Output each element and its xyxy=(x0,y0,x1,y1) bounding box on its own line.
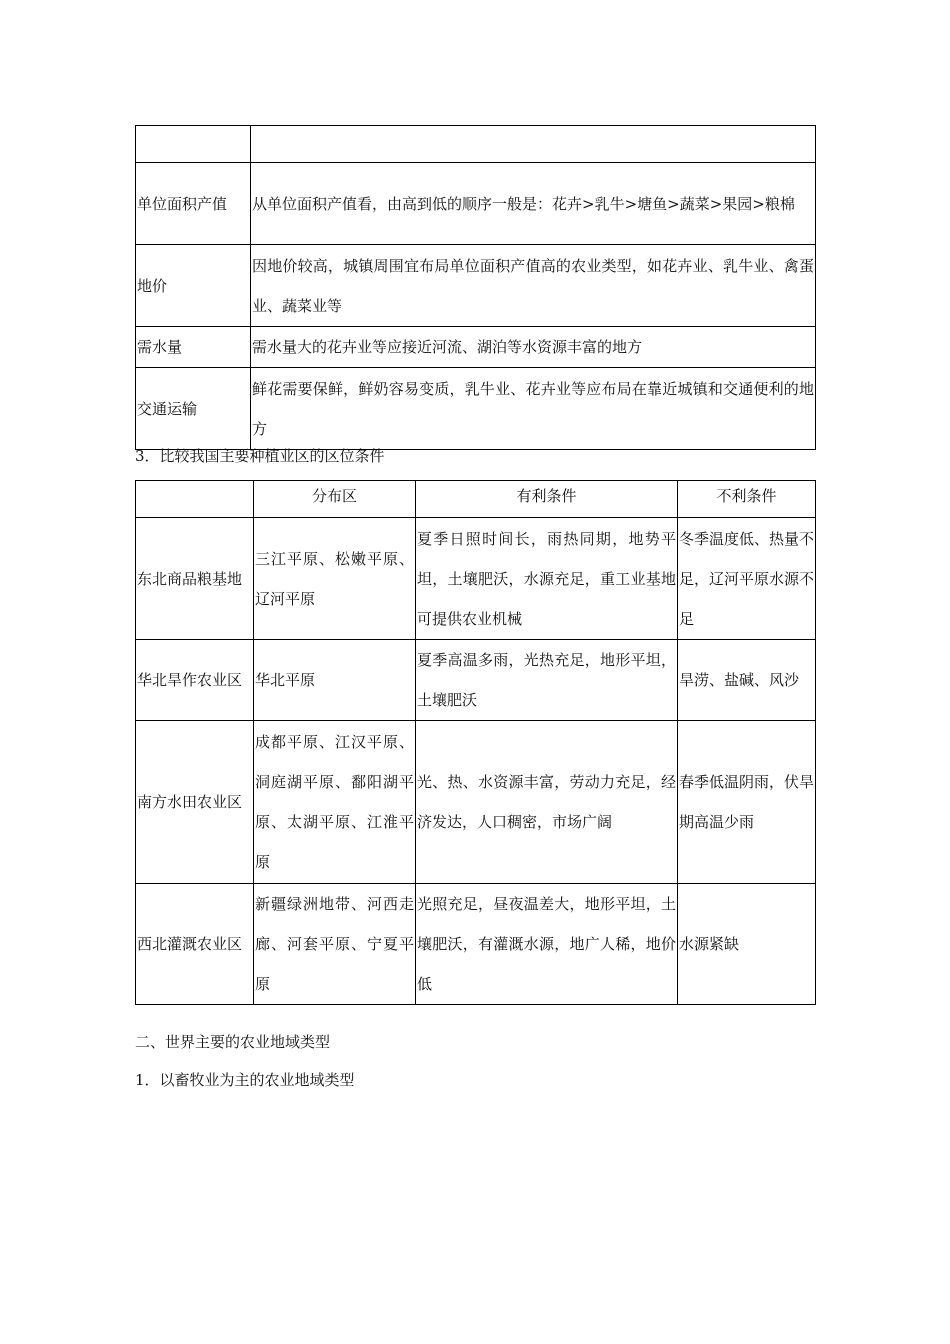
section-2-heading: 二、世界主要的农业地域类型 xyxy=(135,1033,331,1051)
favorable-cell: 光、热、水资源丰富，劳动力充足，经济发达，人口稠密，市场广阔 xyxy=(416,721,678,884)
header-cell xyxy=(136,481,254,518)
favorable-cell: 夏季日照时间长，雨热同期，地势平坦，土壤肥沃，水源充足，重工业基地可提供农业机械 xyxy=(416,518,678,640)
location-factors-table xyxy=(135,125,816,450)
favorable-cell: 夏季高温多雨，光热充足，地形平坦，土壤肥沃 xyxy=(416,640,678,721)
crop-regions-table xyxy=(135,480,816,1005)
area-cell: 三江平原、松嫩平原、辽河平原 xyxy=(254,518,416,640)
area-cell: 成都平原、江汉平原、洞庭湖平原、鄱阳湖平原、太湖平原、江淮平原 xyxy=(254,721,416,884)
section-3-heading: 3．比较我国主要种植业区的区位条件 xyxy=(135,447,385,465)
header-cell: 有利条件 xyxy=(416,481,678,518)
region-cell: 东北商品粮基地 xyxy=(136,518,254,640)
header-cell xyxy=(136,126,251,163)
unfavorable-cell: 旱涝、盐碱、风沙 xyxy=(678,640,816,721)
table-row xyxy=(136,327,816,368)
area-cell: 新疆绿洲地带、河西走廊、河套平原、宁夏平原 xyxy=(254,884,416,1005)
description-cell: 因地价较高，城镇周围宜布局单位面积产值高的农业类型，如花卉业、乳牛业、禽蛋业、蔬菜业等 xyxy=(251,245,816,327)
area-cell: 华北平原 xyxy=(254,640,416,721)
region-cell: 华北旱作农业区 xyxy=(136,640,254,721)
factor-cell: 交通运输 xyxy=(136,368,251,450)
table-row xyxy=(136,163,816,245)
unfavorable-cell: 春季低温阴雨，伏旱期高温少雨 xyxy=(678,721,816,884)
section-2-1-heading: 1．以畜牧业为主的农业地域类型 xyxy=(135,1071,355,1089)
header-cell: 分布区 xyxy=(254,481,416,518)
header-cell: 不利条件 xyxy=(678,481,816,518)
region-cell: 西北灌溉农业区 xyxy=(136,884,254,1005)
table-row xyxy=(136,640,816,721)
table-row xyxy=(136,518,816,640)
header-cell xyxy=(251,126,816,163)
table-row xyxy=(136,721,816,884)
region-cell: 南方水田农业区 xyxy=(136,721,254,884)
table-row xyxy=(136,245,816,327)
favorable-cell: 光照充足，昼夜温差大，地形平坦，土壤肥沃，有灌溉水源，地广人稀，地价低 xyxy=(416,884,678,1005)
table-row xyxy=(136,884,816,1005)
factor-cell: 需水量 xyxy=(136,327,251,368)
description-cell: 鲜花需要保鲜，鲜奶容易变质，乳牛业、花卉业等应布局在靠近城镇和交通便利的地方 xyxy=(251,368,816,450)
description-cell: 从单位面积产值看，由高到低的顺序一般是：花卉>乳牛>塘鱼>蔬菜>果园>粮棉 xyxy=(251,163,816,245)
table-header-row xyxy=(136,126,816,163)
factor-cell: 地价 xyxy=(136,245,251,327)
description-cell: 需水量大的花卉业等应接近河流、湖泊等水资源丰富的地方 xyxy=(251,327,816,368)
table-row xyxy=(136,368,816,450)
unfavorable-cell: 冬季温度低、热量不足，辽河平原水源不足 xyxy=(678,518,816,640)
unfavorable-cell: 水源紧缺 xyxy=(678,884,816,1005)
table-header-row xyxy=(136,481,816,518)
factor-cell: 单位面积产值 xyxy=(136,163,251,245)
